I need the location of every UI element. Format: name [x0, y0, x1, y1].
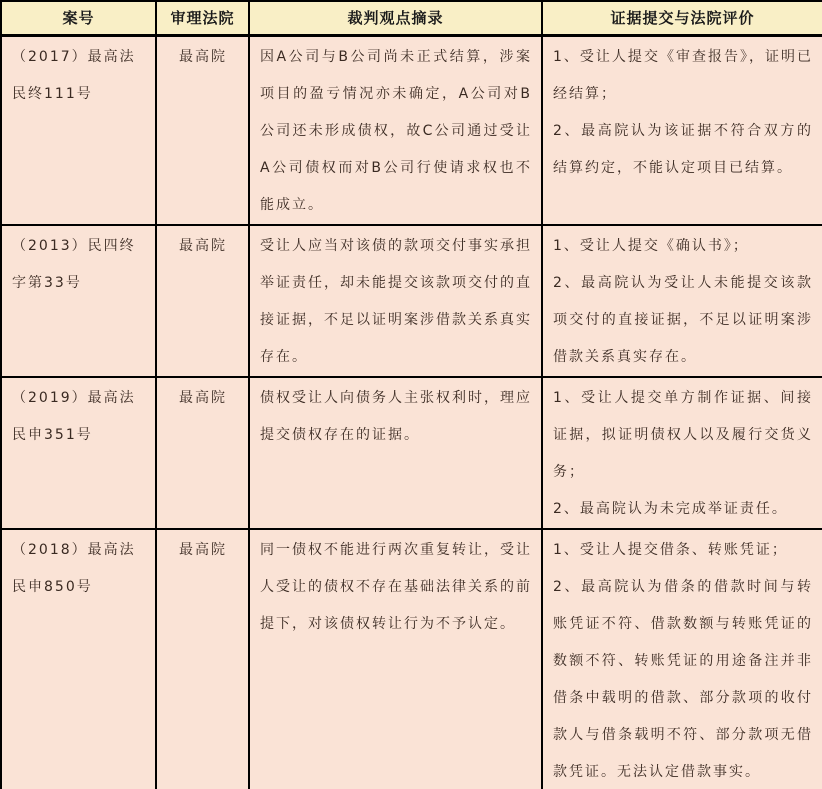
header-court: 审理法院 [156, 1, 249, 35]
court-cell: 最高院 [156, 35, 249, 225]
header-evidence: 证据提交与法院评价 [542, 1, 822, 35]
table-row [1, 377, 822, 529]
header-opinion: 裁判观点摘录 [249, 1, 542, 35]
evidence-item: 1、受让人提交借条、转账凭证； [553, 541, 788, 558]
evidence-item: 2、最高院认为借条的借款时间与转账凭证不符、借款数额与转账凭证的数额不符、转账凭证的用途备注并非借条中载明的借款、部分款项的收付款人与借条载明不符、部分款项无借款凭证。无法认定借款事实。 [553, 578, 813, 780]
opinion-cell: 因A公司与B公司尚未正式结算，涉案项目的盈亏情况亦未确定，A公司对B公司还未形成债权，故C公司通过受让A公司债权而对B公司行使请求权也不能成立。 [249, 35, 542, 225]
header-case-number: 案号 [1, 1, 156, 35]
case-number-cell: （2019）最高法民申351号 [1, 377, 156, 529]
evidence-cell [542, 225, 822, 377]
opinion-cell: 同一债权不能进行两次重复转让，受让人受让的债权不存在基础法律关系的前提下，对该债权转让行为不予认定。 [249, 529, 542, 789]
case-number-cell: （2017）最高法民终111号 [1, 35, 156, 225]
evidence-item: 2、最高院认为未完成举证责任。 [553, 500, 788, 517]
evidence-item: 1、受让人提交单方制作证据、间接证据，拟证明债权人以及履行交货义务； [553, 389, 813, 480]
evidence-item: 1、受让人提交《审查报告》，证明已经结算； [553, 48, 813, 102]
evidence-cell [542, 35, 822, 225]
evidence-cell [542, 529, 822, 789]
court-cell: 最高院 [156, 225, 249, 377]
case-number-cell: （2013）民四终字第33号 [1, 225, 156, 377]
evidence-item: 2、最高院认为受让人未能提交该款项交付的直接证据，不足以证明案涉借款关系真实存在。 [553, 274, 813, 365]
table-row [1, 35, 822, 225]
table-row [1, 225, 822, 377]
court-cell: 最高院 [156, 377, 249, 529]
evidence-item: 1、受让人提交《确认书》； [553, 237, 749, 254]
table-header-row [1, 1, 822, 35]
court-cell: 最高院 [156, 529, 249, 789]
evidence-item: 2、最高院认为该证据不符合双方的结算约定，不能认定项目已结算。 [553, 122, 813, 176]
evidence-cell [542, 377, 822, 529]
table-row [1, 529, 822, 789]
opinion-cell: 受让人应当对该债的款项交付事实承担举证责任，却未能提交该款项交付的直接证据，不足以证明案涉借款关系真实存在。 [249, 225, 542, 377]
case-number-cell: （2018）最高法民申850号 [1, 529, 156, 789]
opinion-cell: 债权受让人向债务人主张权利时，理应提交债权存在的证据。 [249, 377, 542, 529]
